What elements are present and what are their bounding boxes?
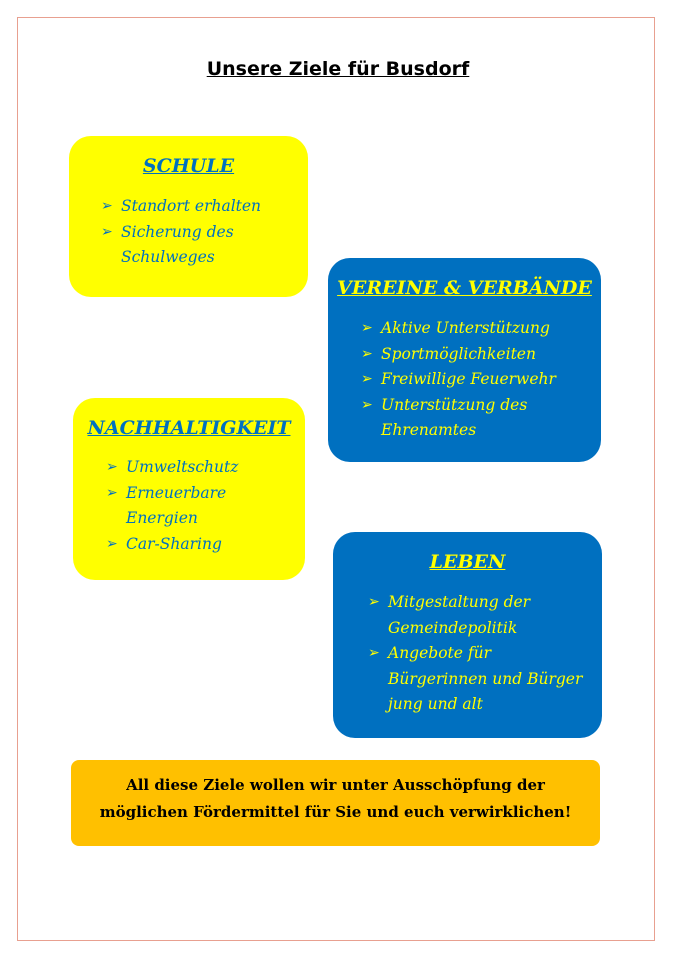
list-item-text: Mitgestaltung der Gemeindepolitik — [388, 593, 531, 637]
box-heading-leben: LEBEN — [429, 551, 506, 573]
list-item-text: Aktive Unterstützung — [381, 319, 550, 337]
box-heading-schule: SCHULE — [142, 155, 235, 177]
arrow-bullet-icon: ➢ — [106, 535, 118, 552]
list-item-text: Car-Sharing — [126, 534, 222, 553]
list-item-text: Freiwillige Feuerwehr — [381, 370, 556, 388]
list-item-text: Erneuerbare Energien — [126, 483, 227, 527]
list-item — [368, 590, 582, 641]
list-item — [101, 220, 261, 271]
page-title: Unsere Ziele für Busdorf — [206, 58, 470, 80]
list-item — [101, 194, 261, 220]
arrow-bullet-icon: ➢ — [101, 198, 113, 214]
list-item-text: Standort erhalten — [121, 197, 262, 215]
arrow-bullet-icon: ➢ — [361, 396, 373, 413]
box-leben — [333, 532, 602, 738]
box-heading-nachhaltigkeit: NACHHALTIGKEIT — [87, 417, 291, 439]
list-item — [106, 532, 238, 558]
list-vereine — [361, 316, 556, 444]
list-item-text: Angebote für Bürgerinnen und Bürger jung und alt — [388, 644, 583, 713]
list-item — [361, 367, 556, 393]
list-item-text: Sportmöglichkeiten — [381, 344, 536, 363]
arrow-bullet-icon: ➢ — [361, 345, 373, 362]
list-leben — [368, 590, 582, 718]
list-item-text: Umweltschutz — [126, 458, 239, 476]
box-vereine — [328, 258, 601, 462]
list-item — [361, 316, 556, 342]
box-nachhaltigkeit — [73, 398, 305, 580]
list-schule — [101, 194, 261, 271]
footer-line-2: möglichen Fördermittel für Sie und euch verwirklichen! — [99, 803, 572, 821]
list-item — [361, 393, 556, 444]
arrow-bullet-icon: ➢ — [101, 223, 113, 240]
footer-box — [71, 760, 600, 846]
arrow-bullet-icon: ➢ — [106, 459, 118, 475]
list-nachhaltigkeit — [106, 455, 238, 557]
list-item — [106, 455, 238, 481]
arrow-bullet-icon: ➢ — [368, 645, 380, 661]
box-heading-vereine: VEREINE & VERBÄNDE — [337, 277, 592, 299]
list-item — [106, 481, 238, 532]
arrow-bullet-icon: ➢ — [361, 371, 373, 387]
list-item-text: Unterstützung des Ehrenamtes — [381, 395, 528, 439]
list-item-text: Sicherung des Schulweges — [121, 222, 234, 266]
footer-line-1: All diese Ziele wollen wir unter Ausschöpfung der — [126, 776, 545, 794]
arrow-bullet-icon: ➢ — [361, 320, 373, 336]
arrow-bullet-icon: ➢ — [368, 594, 380, 610]
arrow-bullet-icon: ➢ — [106, 484, 118, 501]
list-item — [368, 641, 582, 718]
box-schule — [69, 136, 308, 297]
list-item — [361, 342, 556, 368]
